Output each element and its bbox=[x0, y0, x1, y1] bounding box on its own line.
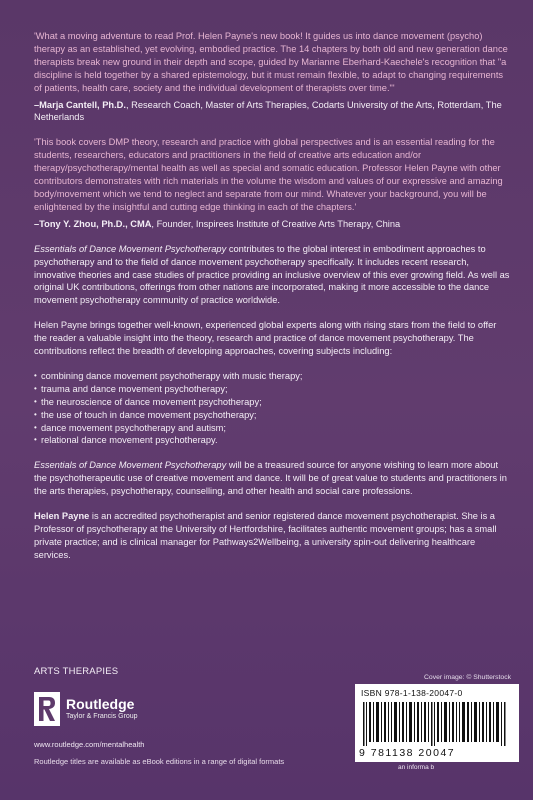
footer bbox=[0, 660, 533, 800]
description-paragraph-2: Helen Payne brings together well-known, experienced global experts along with rising stars from the field to offer the reader a valuable insight into the theory, research and practice of dance movement psychotherapy. The contributions reflect the breadth of developing approaches, covering subjects including: bbox=[34, 320, 497, 357]
list-item: • the use of touch in dance movement psychotherapy; bbox=[34, 409, 511, 422]
paragraph-text: will be a treasured source for anyone wishing to learn more about the psychotherapeutic use of creative movement and dance. It will be of great value to students and practitioners in the arts therapies, psychotherapy, counselling, and other health and social care professions. bbox=[34, 460, 507, 497]
isbn-text: ISBN 978-1-138-20047-0 bbox=[361, 688, 463, 698]
quote-author: –Marja Cantell, Ph.D. bbox=[34, 99, 126, 110]
quote-text: 'This book covers DMP theory, research and practice with global perspectives and is an essential reading for the students, researchers, educators and practitioners in the field of creative arts education and/or therapy/psychotherapy/mental health as well as special and somatic education. Professor Helen Payne with other contributors demonstrates with rich materials in the volume the wisdom and values of our expressive and amazing body/movement which we tend to neglect and separate from our mind. Whatever your background, you will be enlightened by the insightful and cutting edge thinking in each of the chapters.' bbox=[34, 137, 503, 212]
publisher-name: Routledge bbox=[66, 696, 135, 712]
quote-author-role: , Founder, Inspirees Institute of Creative Arts Therapy, China bbox=[151, 218, 401, 229]
publisher-logo bbox=[34, 692, 138, 726]
barcode-digits: 9 781138 20047 bbox=[359, 747, 456, 759]
publisher-url[interactable]: www.routledge.com/mentalhealth bbox=[34, 740, 145, 749]
quote-text: 'What a moving adventure to read Prof. Helen Payne's new book! It guides us into dance movement (psycho) therapy as an established, yet evolving, embodied practice. The 14 chapters by both old and new generation dance therapists break new ground in their depth and scope, guided by Marianne Eberhard-Kaechele's recognition that "a discipline is held together by a shared epistemology, but it must remain flexible, to adapt to changing requirements of patients, health care, society and the individual development of therapists over time."' bbox=[34, 31, 508, 93]
routledge-logo-icon bbox=[34, 692, 60, 726]
author-bio bbox=[34, 510, 511, 562]
informa-credit: an informa b bbox=[398, 764, 435, 771]
topics-list bbox=[34, 370, 511, 447]
book-title: Essentials of Dance Movement Psychotherapy bbox=[34, 243, 227, 254]
barcode-bars-icon bbox=[361, 702, 513, 746]
author-name: Helen Payne bbox=[34, 511, 90, 522]
list-item: • combining dance movement psychotherapy with music therapy; bbox=[34, 370, 511, 383]
quote-attribution bbox=[34, 218, 511, 231]
description-paragraph-3 bbox=[34, 459, 511, 498]
quote-attribution bbox=[34, 99, 511, 125]
paragraph-text: is an accredited psychotherapist and senior registered dance movement psychotherapist. She is a Professor of psychotherapy at the University of Hertfordshire, facilitates authentic movement groups; has a small private practice; and is clinical manager for Pathways2Wellbeing, a university spin-out delivering healthcare services. bbox=[34, 511, 497, 560]
quote-author: –Tony Y. Zhou, Ph.D., CMA bbox=[34, 218, 152, 229]
publisher-group: Taylor & Francis Group bbox=[66, 713, 138, 720]
endorsement-2 bbox=[34, 136, 511, 230]
cover-credit: Cover image: © Shutterstock bbox=[424, 674, 511, 681]
list-item: • trauma and dance movement psychotherapy; bbox=[34, 383, 511, 396]
barcode bbox=[355, 684, 519, 762]
quote-author-role: , Research Coach, Master of Arts Therapies, Codarts University of the Arts, Rotterdam, The Netherlands bbox=[34, 99, 502, 123]
list-item: • the neuroscience of dance movement psychotherapy; bbox=[34, 396, 511, 409]
list-item: • relational dance movement psychotherapy. bbox=[34, 434, 511, 447]
series-label: ARTS THERAPIES bbox=[34, 666, 119, 677]
ebook-notice: Routledge titles are available as eBook editions in a range of digital formats bbox=[34, 757, 285, 766]
endorsement-1 bbox=[34, 30, 511, 124]
book-title: Essentials of Dance Movement Psychotherapy bbox=[34, 460, 227, 471]
list-item: • dance movement psychotherapy and autism; bbox=[34, 422, 511, 435]
paragraph-text: contributes to the global interest in embodiment approaches to psychotherapy and to the field of dance movement psychotherapy specifically. It includes recent research, innovative theories and case studies of practice providing an inclusive overview of this ever growing field. As well as original UK contributions, offerings from other nations are incorporated, making it more accessible to the dance movement psychotherapy community of practice worldwide. bbox=[34, 243, 510, 306]
description-paragraph-1 bbox=[34, 243, 511, 308]
